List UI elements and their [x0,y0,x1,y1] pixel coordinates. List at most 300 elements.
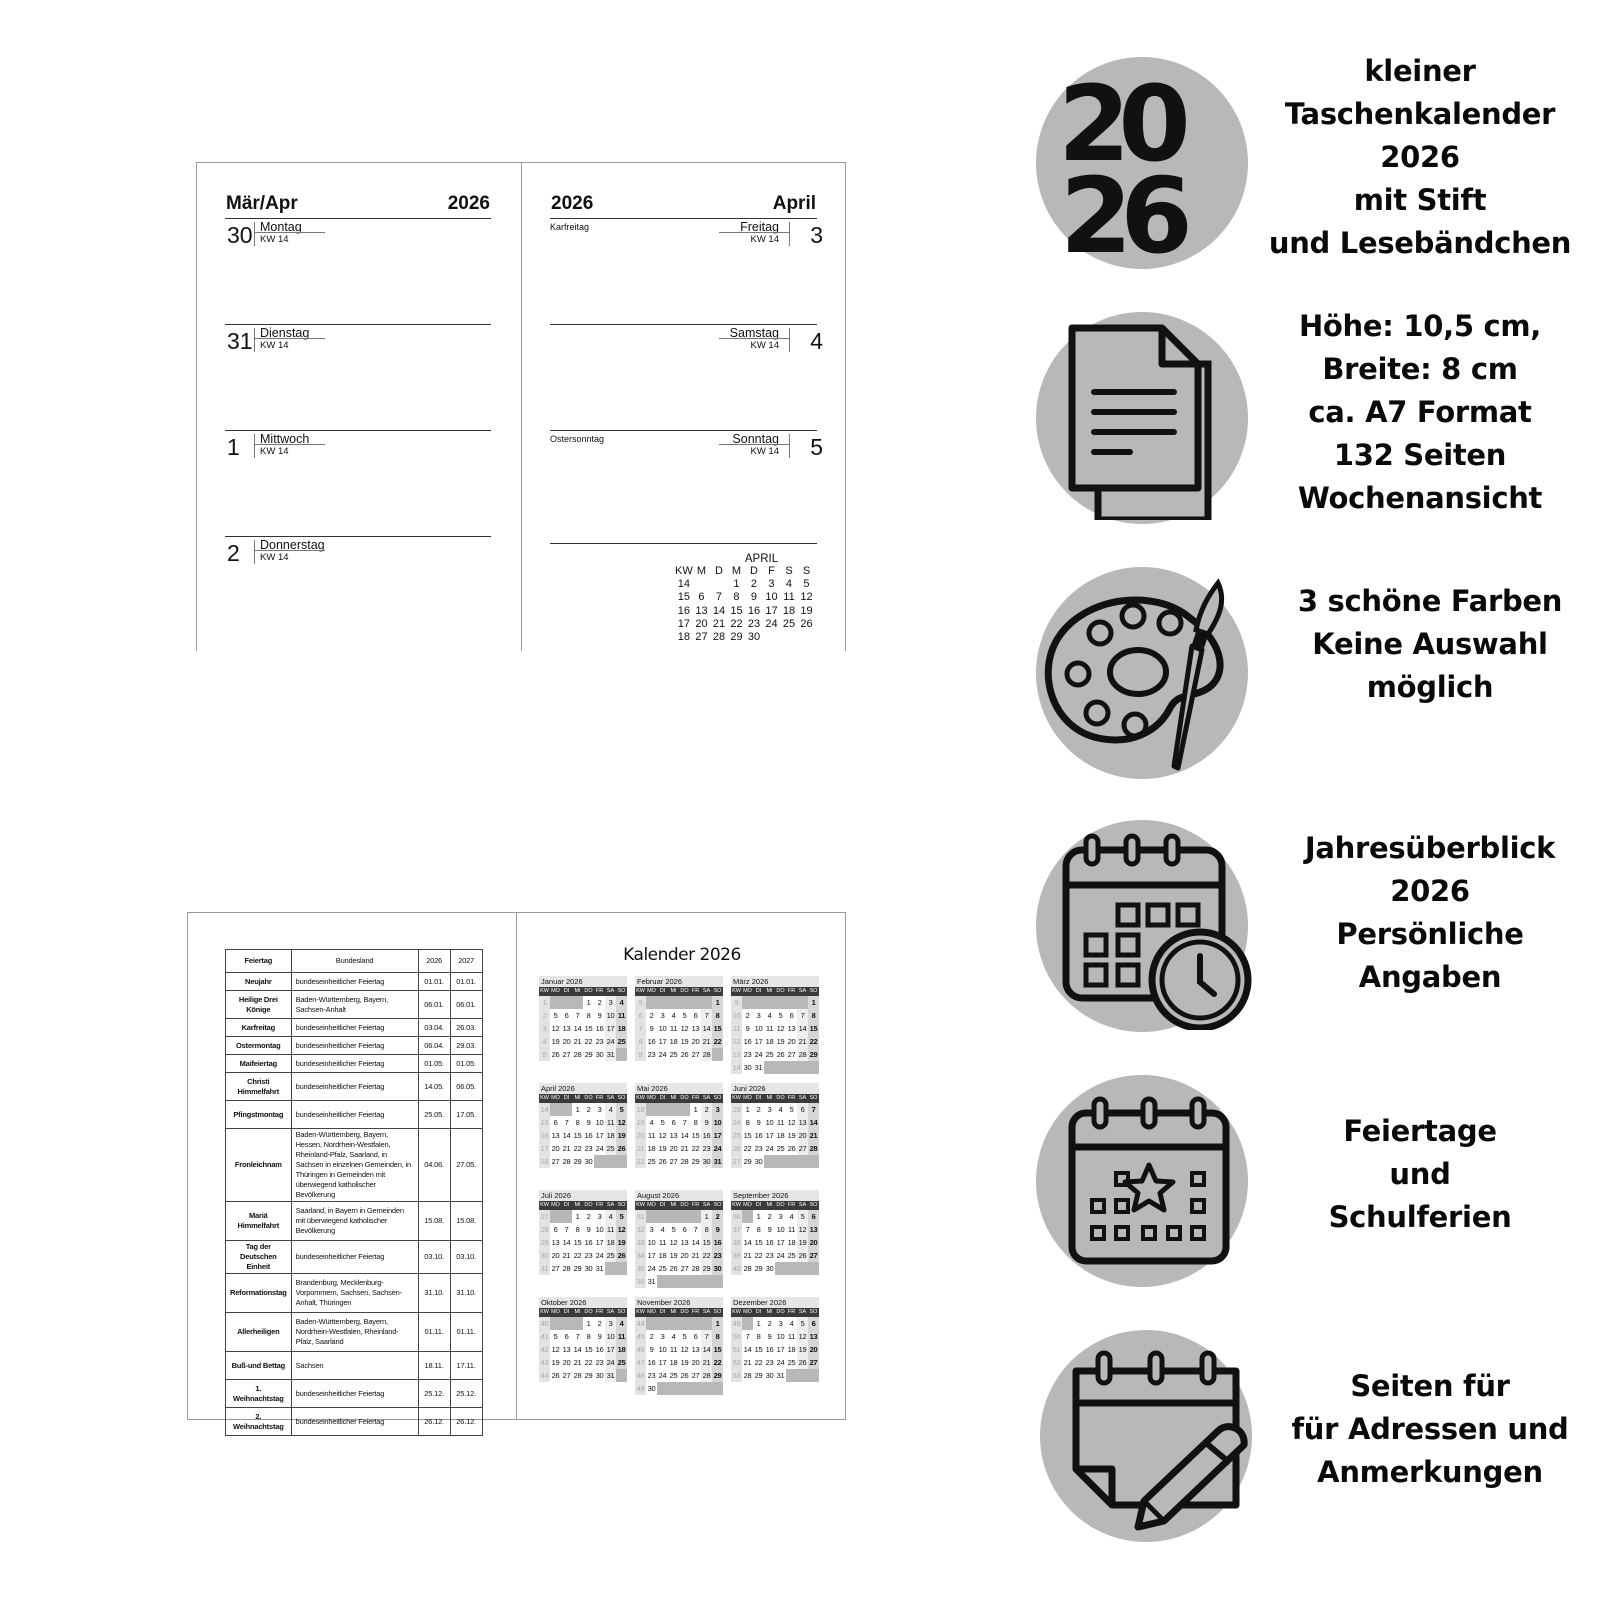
month-weekday-header [539,1094,627,1103]
day-underline [255,338,325,339]
month-day-cell: 6 [671,1118,676,1127]
month-day-cell: 11 [787,1225,796,1234]
month-day-cell [742,996,753,1009]
month-day-cell: 9 [767,1332,772,1341]
month-day-cell: 30 [647,1384,656,1393]
month-day-cell [594,1155,605,1168]
month-day-cell: 13 [809,1225,818,1234]
mini-calendar-cell: 7 [715,591,723,604]
month-day-cell: 28 [562,1157,571,1166]
month-day-cell: 28 [798,1050,807,1059]
mini-calendar-cell: 25 [782,617,796,630]
month-day-cell [797,996,808,1009]
feature-2-line: ca. A7 Format [1308,395,1532,429]
month-weekday: DI [563,1309,570,1315]
month-day-cell: 15 [713,1024,722,1033]
month-day-cell: 3 [778,1319,783,1328]
month-day-cell: 5 [789,1105,794,1114]
month-day-cell: 5 [797,1317,808,1330]
month-day-cell: 31 [713,1157,722,1166]
month-week-row [539,1116,627,1129]
month-weekday: DI [659,1095,666,1101]
day-divider [254,540,255,564]
month-week-row [635,1142,723,1155]
day-week: KW 14 [260,446,289,457]
month-day-cell: 31 [754,1063,763,1072]
month-week-row [731,1356,819,1369]
month-week-number: 49 [636,1384,645,1393]
month-weekday: DO [584,1095,593,1101]
month-weekday: KW [732,1095,741,1101]
month-day-cell: 28 [573,1371,582,1380]
month-week-number: 38 [732,1238,741,1247]
month-day-cell: 8 [756,1332,761,1341]
month-weekday: SA [606,988,615,994]
month-day-cell [764,996,775,1009]
month-name: Dezember 2026 [731,1297,819,1308]
day-underline [719,232,789,233]
month-week-number: 41 [540,1332,549,1341]
month-day-cell: 18 [765,1037,774,1046]
month-day-cell: 14 [691,1238,700,1247]
month-day-cell [657,1210,668,1223]
month-day-cell [550,1103,561,1116]
month-day-cell: 23 [647,1050,656,1059]
month-day-cell: 28 [573,1050,582,1059]
month-weekday: SO [617,1095,626,1101]
mini-calendar-weekday: KW [675,565,693,577]
mini-calendar-cell: 8 [733,591,740,604]
month-day-cell: 13 [798,1118,807,1127]
month-day-cell: 3 [756,1011,761,1020]
month-day-cell: 29 [743,1157,752,1166]
month-weekday: KW [636,1309,645,1315]
month-day-cell [668,1317,679,1330]
month-day-cell [712,1048,723,1061]
month-day-cell: 29 [754,1371,763,1380]
month-day-cell: 20 [669,1144,678,1153]
month-week-number: 52 [732,1358,741,1367]
feature-2-line: Breite: 8 cm [1322,352,1518,386]
month-week-row [731,1330,819,1343]
month-day-cell: 5 [553,1332,558,1341]
month-day-cell [712,1382,723,1395]
month-day-cell: 21 [809,1131,818,1140]
month-day-cell: 23 [765,1251,774,1260]
month-day-cell [797,1155,808,1168]
holiday-date-2027: 31.10. [450,1274,482,1313]
month-day-cell: 2 [712,1210,723,1223]
day-underline [719,338,789,339]
month-day-cell: 7 [575,1011,580,1020]
holiday-date-2026: 06.04. [418,1037,450,1055]
month-day-cell: 8 [586,1332,591,1341]
month-day-cell: 4 [789,1319,794,1328]
month-day-cell [572,996,583,1009]
month-day-cell: 25 [669,1371,678,1380]
day-underline [255,550,325,551]
month-day-cell: 20 [691,1037,700,1046]
month-day-cell: 26 [680,1371,689,1380]
month-weekday: DO [680,1095,689,1101]
month-weekday: MI [574,1095,581,1101]
day-name: Mittwoch [260,432,310,446]
month-week-row [731,1223,819,1236]
month-day-cell: 11 [776,1118,785,1127]
month-weekday: MI [766,988,773,994]
month-week-row [731,1035,819,1048]
feature-text-3 [1250,580,1610,709]
day-divider [789,328,790,352]
month-day-cell: 8 [745,1118,750,1127]
holiday-name: Neujahr [226,973,292,991]
month-day-cell: 22 [584,1037,593,1046]
day-name: Montag [260,220,302,234]
month-week-row [731,1061,819,1074]
month-week-number: 3 [539,1022,550,1035]
month-day-cell: 21 [573,1358,582,1367]
month-day-cell: 7 [564,1225,569,1234]
month-day-cell [786,996,797,1009]
month-weekday: DO [776,1095,785,1101]
month-day-cell: 20 [691,1358,700,1367]
mini-calendar-row [675,591,815,604]
holiday-date-2027: 01.11. [450,1313,482,1352]
month-day-cell: 5 [616,1210,627,1223]
month-weekday: DO [776,1309,785,1315]
month-day-cell: 4 [778,1105,783,1114]
month-weekday-header [539,1201,627,1210]
month-day-cell: 14 [702,1024,711,1033]
holiday-header-cell: Bundesland [291,950,418,973]
day-rule [550,543,817,544]
month-day-cell: 13 [551,1131,560,1140]
month-week-number: 1 [539,996,550,1009]
feature-3-line: Keine Auswahl [1312,627,1548,661]
mini-calendar-cell: 16 [677,604,690,617]
left-page-year: 2026 [447,193,490,214]
month-day-cell: 10 [595,1225,604,1234]
month-day-cell: 19 [776,1037,785,1046]
mini-calendar-cell [780,631,798,644]
month-weekday-header [731,1201,819,1210]
feature-text-2 [1250,305,1590,520]
mini-calendar-cell: 2 [750,578,758,591]
month-day-cell: 19 [798,1345,807,1354]
month-week-row [539,1236,627,1249]
month-weekday: KW [732,1309,741,1315]
holiday-name: Maifeiertag [226,1055,292,1073]
holiday-states: bundeseinheitlicher Feiertag [291,1408,418,1436]
month-day-cell: 22 [754,1251,763,1260]
month-week-row [539,1035,627,1048]
month-day-cell: 2 [756,1105,761,1114]
month-day-cell: 28 [743,1371,752,1380]
holiday-name: Fronleichnam [226,1129,292,1202]
month-day-cell [561,996,572,1009]
month-day-cell: 1 [756,1212,761,1221]
feature-text-4 [1250,827,1610,999]
month-day-cell [701,1317,712,1330]
month-day-cell: 3 [660,1011,665,1020]
calendar-pencil-icon [1068,1345,1258,1535]
holiday-row [226,1037,483,1055]
month-week-row [635,1317,723,1330]
month-weekday: DI [659,1202,666,1208]
year-calendar-month [635,1083,723,1168]
month-day-cell: 19 [551,1037,560,1046]
month-day-cell: 12 [669,1238,678,1247]
month-day-cell: 18 [606,1131,615,1140]
month-day-cell: 3 [712,1103,723,1116]
month-day-cell: 23 [595,1358,604,1367]
month-name: Juni 2026 [731,1083,819,1094]
month-day-cell: 26 [798,1358,807,1367]
month-day-cell [786,1155,797,1168]
month-day-cell [764,1155,775,1168]
month-day-cell: 1 [756,1319,761,1328]
mini-calendar-cell: 17 [677,617,690,630]
month-day-cell: 2 [767,1212,772,1221]
mini-calendar-cell: 24 [765,617,778,630]
month-day-cell: 3 [660,1332,665,1341]
month-day-cell: 16 [765,1345,774,1354]
month-day-cell [764,1061,775,1074]
month-day-cell: 29 [754,1264,763,1273]
month-day-cell: 9 [649,1345,654,1354]
month-day-cell [701,1275,712,1288]
month-week-number: 25 [732,1131,741,1140]
month-week-number: 39 [732,1251,741,1260]
month-day-cell: 8 [701,1223,712,1236]
month-week-row [635,1236,723,1249]
month-week-number: 22 [636,1157,645,1166]
month-day-cell: 12 [680,1024,689,1033]
month-day-cell: 25 [606,1251,615,1260]
holiday-states: Baden-Württemberg, Bayern, Nordrhein-Westfalen, Rheinland-Pfalz, Saarland [291,1313,418,1352]
month-weekday-header [731,1094,819,1103]
month-week-row [635,1048,723,1061]
month-day-cell: 21 [743,1358,752,1367]
day-rule [550,430,817,431]
month-day-cell: 28 [702,1050,711,1059]
month-weekday: MO [647,1309,656,1315]
feature-1-line: und Lesebändchen [1268,226,1572,260]
month-weekday: FR [595,1095,604,1101]
month-day-cell: 11 [606,1118,615,1127]
month-weekday: SA [606,1202,615,1208]
day-block [197,536,523,645]
month-weekday: SO [713,1095,722,1101]
holiday-date-2027: 29.03. [450,1037,482,1055]
day-block [197,430,523,539]
mini-calendar-cell: 18 [677,631,690,644]
month-day-cell: 7 [797,1009,808,1022]
month-weekday: SA [702,1202,711,1208]
month-day-cell: 9 [767,1225,772,1234]
month-day-cell [657,1382,668,1395]
month-day-cell: 12 [787,1118,796,1127]
month-day-cell [646,1317,657,1330]
month-day-cell: 6 [808,1317,819,1330]
month-day-cell: 18 [606,1238,615,1247]
right-page-year: 2026 [551,193,594,214]
holiday-date-2026: 01.01. [418,973,450,991]
month-week-number: 30 [540,1251,549,1260]
feature-2-line: Wochenansicht [1297,481,1543,515]
month-week-number: 27 [540,1212,549,1221]
month-day-cell: 16 [584,1238,593,1247]
holiday-page [187,912,517,1431]
month-day-cell: 2 [649,1011,654,1020]
month-day-cell: 8 [756,1225,761,1234]
month-week-row [731,1009,819,1022]
month-day-cell: 16 [584,1131,593,1140]
month-day-cell: 30 [713,1264,722,1273]
year-2026-icon [1050,62,1250,262]
palette-brush-icon [1040,578,1250,778]
month-week-row [539,1155,627,1168]
month-weekday-header [731,987,819,996]
month-day-cell: 23 [702,1144,711,1153]
month-day-cell: 17 [754,1037,763,1046]
month-weekday: DO [680,988,689,994]
month-week-number: 36 [636,1277,645,1286]
month-week-number: 17 [540,1144,549,1153]
month-day-cell: 31 [606,1050,615,1059]
planner-right-page [521,162,846,651]
month-day-cell [646,1103,657,1116]
month-weekday: DI [563,1202,570,1208]
month-week-row [635,1116,723,1129]
month-day-cell: 29 [702,1264,711,1273]
month-day-cell: 1 [712,996,723,1009]
month-week-row [731,1317,819,1330]
month-week-row [635,1155,723,1168]
month-day-cell: 8 [808,1009,819,1022]
mini-calendar-cell: 22 [730,617,743,630]
month-day-cell: 18 [617,1024,626,1033]
month-day-cell: 3 [605,996,616,1009]
month-day-cell: 27 [680,1264,689,1273]
month-day-cell: 22 [713,1037,722,1046]
month-day-cell: 20 [562,1037,571,1046]
month-day-cell [657,1317,668,1330]
month-day-cell: 24 [754,1050,763,1059]
day-divider [254,222,255,246]
month-day-cell: 1 [693,1105,698,1114]
month-day-cell: 15 [743,1131,752,1140]
month-day-cell: 15 [713,1345,722,1354]
day-rule [225,324,491,325]
month-weekday: SA [606,1095,615,1101]
month-weekday: DI [659,1309,666,1315]
month-day-cell: 5 [682,1332,687,1341]
holiday-states: Baden-Württemberg, Bayern, Hessen, Nordrhein-Westfalen, Rheinland-Pfalz, Saarland, in Sachsen in einzelnen Gemeinden, in Thüringen in Gemeinden mit überwiegend katholischer Bevölkerung [291,1129,418,1202]
month-week-row [539,1103,627,1116]
mini-calendar-cell: 26 [800,617,813,630]
month-day-cell: 12 [617,1118,626,1127]
feature-4-line: Jahresüberblick [1304,831,1556,865]
month-day-cell: 25 [787,1251,796,1260]
mini-calendar-cell: 30 [747,631,761,644]
month-day-cell: 4 [616,996,627,1009]
month-week-row [731,1142,819,1155]
month-day-cell: 6 [682,1225,687,1234]
month-day-cell: 31 [776,1371,785,1380]
month-week-number: 15 [540,1118,549,1127]
month-week-row [731,1103,819,1116]
month-weekday: MO [551,988,560,994]
month-day-cell: 29 [809,1050,818,1059]
day-number: 31 [227,328,253,354]
month-day-cell: 26 [551,1371,560,1380]
month-day-cell: 17 [658,1358,667,1367]
month-day-cell [679,1317,690,1330]
month-day-cell: 11 [669,1345,678,1354]
feature-4-line: 2026 [1390,874,1470,908]
month-weekday: KW [636,988,645,994]
holiday-date-2026: 31.10. [418,1274,450,1313]
mini-calendar-cell: 10 [765,591,778,604]
month-day-cell: 13 [562,1024,571,1033]
month-day-cell: 26 [551,1050,560,1059]
holiday-row [226,973,483,991]
mini-calendar-title: APRIL [744,553,779,565]
month-week-row [539,1249,627,1262]
month-day-cell: 20 [798,1131,807,1140]
month-day-cell: 19 [680,1037,689,1046]
month-day-cell: 18 [669,1358,678,1367]
month-weekday: DO [584,1309,593,1315]
month-day-cell: 20 [809,1238,818,1247]
month-day-cell: 31 [606,1371,615,1380]
month-week-row [539,1142,627,1155]
feature-text-5 [1250,1110,1590,1239]
year-calendar-month [635,1297,723,1395]
month-day-cell: 11 [647,1131,656,1140]
day-rule [225,430,491,431]
month-day-cell: 22 [691,1144,700,1153]
month-week-row [635,1129,723,1142]
feature-1-line: Taschenkalender [1284,97,1556,131]
holiday-date-2026: 04.06. [418,1129,450,1202]
month-day-cell: 26 [669,1264,678,1273]
month-week-row [731,996,819,1009]
month-weekday-header [539,1308,627,1317]
month-day-cell: 14 [573,1345,582,1354]
month-day-cell [561,1210,572,1223]
month-weekday: SO [617,1202,626,1208]
right-page-month: April [772,193,816,214]
month-week-number: 5 [635,996,646,1009]
holiday-row [226,1055,483,1073]
month-day-cell: 27 [787,1050,796,1059]
month-weekday: DO [776,988,785,994]
month-day-cell: 27 [562,1050,571,1059]
month-weekday: FR [787,1202,796,1208]
month-weekday: SO [617,1309,626,1315]
feature-5-line: Schulferien [1328,1200,1512,1234]
holiday-date-2027: 17.11. [450,1352,482,1380]
day-block [522,430,847,539]
mini-calendar-row [675,605,815,618]
day-underline [255,444,325,445]
month-day-cell [753,996,764,1009]
mini-calendar-row [675,578,815,591]
month-day-cell: 14 [680,1131,689,1140]
month-weekday: KW [732,1202,741,1208]
